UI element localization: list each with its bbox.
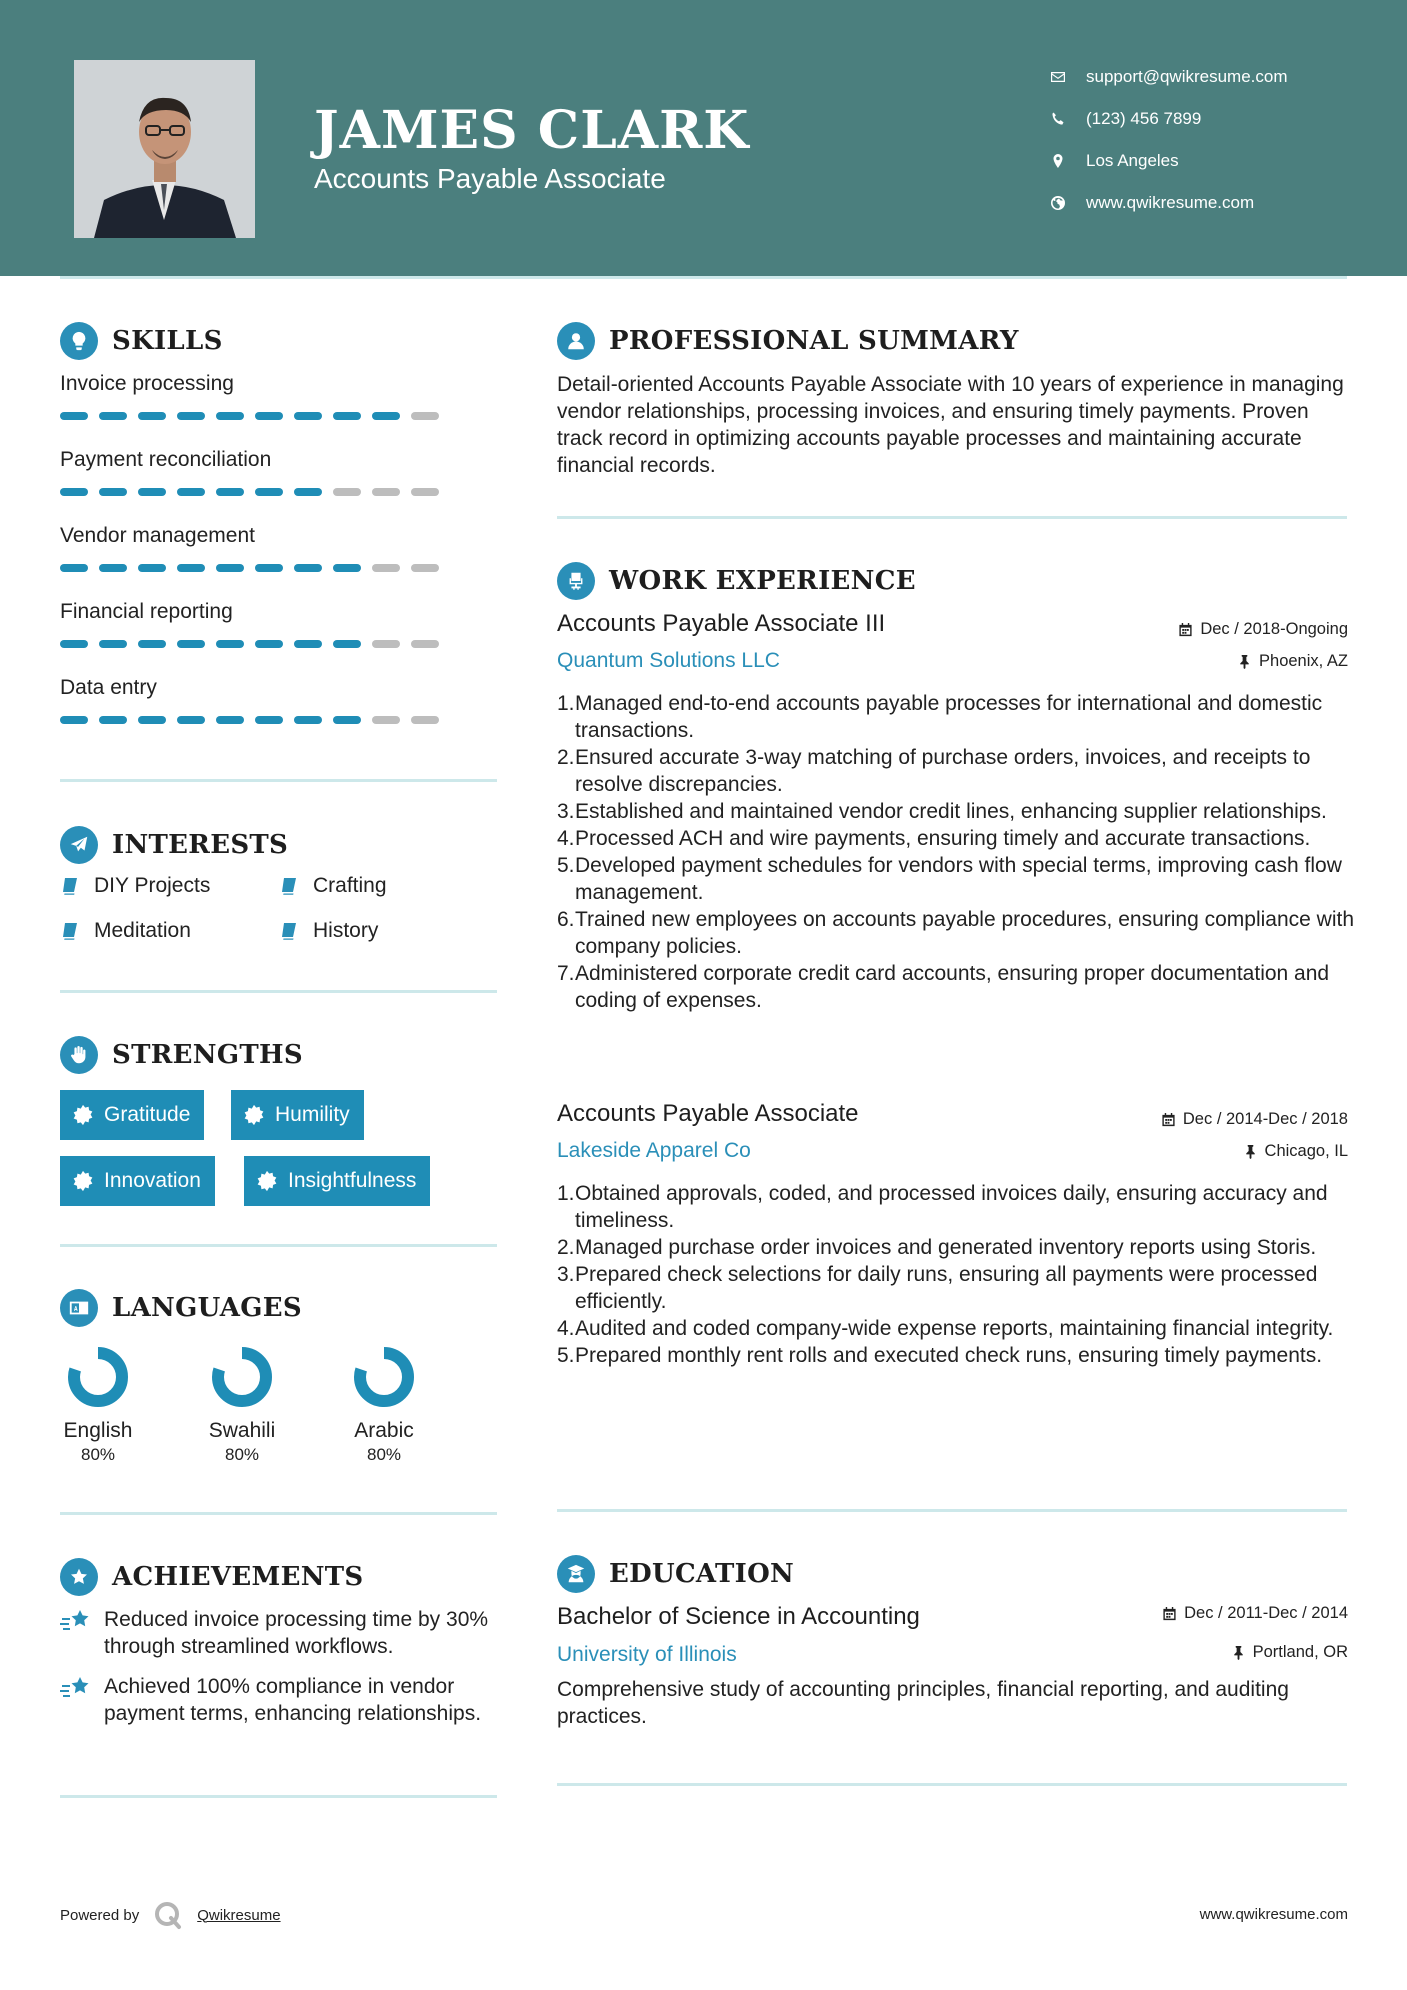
skill-dot-filled [99, 564, 127, 572]
candidate-name: JAMES CLARK [314, 100, 750, 161]
language-item [182, 1345, 302, 1465]
job-bullet: 2. Ensured accurate 3-way matching of purchase orders, invoices, and receipts to resolve discrepancies. [557, 746, 1311, 796]
contact-email[interactable] [1050, 56, 1390, 98]
candidate-title: Accounts Payable Associate [314, 163, 666, 194]
skill-dot-empty [372, 488, 400, 496]
summary-heading: PROFESSIONAL SUMMARY [557, 322, 1019, 360]
job-role: Accounts Payable Associate [557, 1100, 859, 1127]
skill-dot-filled [60, 488, 88, 496]
contact-list [1050, 56, 1390, 224]
job-bullet: 1. Managed end-to-end accounts payable processes for international and domestic transactions. [557, 692, 1323, 742]
skill-dot-filled [60, 564, 88, 572]
book-icon [60, 921, 80, 941]
badge-icon [72, 1170, 94, 1192]
skill-dot-filled [255, 412, 283, 420]
user-icon [557, 322, 595, 360]
skill-dot-filled [60, 716, 88, 724]
book-icon [279, 921, 299, 941]
section-divider [60, 1795, 497, 1798]
job-dates: Dec / 2014-Dec / 2018 [1161, 1110, 1348, 1129]
book-icon [60, 876, 80, 896]
education-description: Comprehensive study of accounting principles, financial reporting, and auditing practices. [557, 1678, 1289, 1728]
language-item [38, 1345, 158, 1465]
person-portrait-icon [74, 60, 255, 238]
resume-header [0, 0, 1407, 276]
job-bullet: 7. Administered corporate credit card accounts, ensuring proper documentation and coding of expenses. [557, 962, 1330, 1012]
skill-dot-filled [60, 412, 88, 420]
skill-dot-filled [255, 488, 283, 496]
skill-dot-filled [177, 488, 205, 496]
job-bullet: 4. Processed ACH and wire payments, ensuring timely and accurate transactions. [557, 827, 1311, 850]
envelope-icon [1050, 69, 1086, 85]
language-item [324, 1345, 444, 1465]
job-role: Accounts Payable Associate III [557, 610, 886, 637]
skill-dot-filled [216, 564, 244, 572]
calendar-icon [1161, 1112, 1176, 1127]
calendar-icon [1162, 1606, 1177, 1621]
contact-text: support@qwikresume.com [1086, 67, 1288, 86]
language-name: English [63, 1419, 133, 1442]
skill-item [60, 676, 460, 700]
skill-dot-filled [294, 640, 322, 648]
achievements-heading: ACHIEVEMENTS [60, 1558, 364, 1596]
section-divider [557, 1783, 1347, 1786]
contact-text: Los Angeles [1086, 151, 1179, 170]
language-name: Arabic [354, 1419, 414, 1442]
raised-hand-icon [60, 1036, 98, 1074]
strength-tag: Gratitude [60, 1090, 204, 1140]
job-bullet: 5. Developed payment schedules for vendors with special terms, improving cash flow management. [557, 854, 1342, 904]
strength-tag: Innovation [60, 1156, 215, 1206]
experience-heading: WORK EXPERIENCE [557, 562, 916, 600]
badge-icon [256, 1170, 278, 1192]
skill-dot-empty [411, 716, 439, 724]
location-pin-icon [1050, 153, 1086, 169]
skill-dot-filled [177, 564, 205, 572]
skill-dot-empty [411, 412, 439, 420]
brand-link[interactable]: Qwikresume [197, 1906, 281, 1924]
language-proficiency-ring [66, 1345, 130, 1409]
interest-item: Meditation [60, 919, 191, 943]
skill-name: Payment reconciliation [60, 448, 272, 471]
job-bullet: 5. Prepared monthly rent rolls and executed check runs, ensuring timely payments. [557, 1344, 1323, 1367]
skill-name: Vendor management [60, 524, 255, 547]
interest-item: DIY Projects [60, 874, 210, 898]
phone-icon [1050, 111, 1086, 127]
achievement-text: Achieved 100% compliance in vendor payment terms, enhancing relationships. [104, 1675, 482, 1725]
skill-item [60, 448, 460, 472]
skill-dot-filled [177, 412, 205, 420]
skill-dot-filled [138, 564, 166, 572]
skill-dot-filled [333, 716, 361, 724]
interest-item: Crafting [279, 874, 387, 898]
skill-dot-empty [411, 564, 439, 572]
skill-level-bar [60, 716, 439, 724]
skill-dot-filled [60, 640, 88, 648]
skill-level-bar [60, 564, 439, 572]
skill-dot-filled [372, 412, 400, 420]
job-bullet: 3. Established and maintained vendor credit lines, enhancing supplier relationships. [557, 800, 1327, 823]
skill-level-bar [60, 412, 439, 420]
profile-photo [74, 60, 255, 238]
skill-name: Financial reporting [60, 600, 233, 623]
skill-name: Data entry [60, 676, 157, 699]
job-location: Phoenix, AZ [1237, 652, 1348, 671]
education-location: Portland, OR [1231, 1643, 1348, 1662]
skill-dot-empty [411, 488, 439, 496]
qwikresume-logo-icon [153, 1900, 183, 1930]
book-icon [279, 876, 299, 896]
paper-plane-icon [60, 826, 98, 864]
languages-heading: LANGUAGES [60, 1289, 302, 1327]
header-divider [60, 276, 1347, 279]
job-bullets [557, 1180, 1357, 1369]
footer-website[interactable]: www.qwikresume.com [1199, 1906, 1348, 1923]
skill-level-bar [60, 488, 439, 496]
job-bullet: 6. Trained new employees on accounts payable procedures, ensuring compliance with company policies. [557, 908, 1354, 958]
contact-location [1050, 140, 1390, 182]
skill-dot-filled [99, 488, 127, 496]
globe-icon [1050, 195, 1086, 211]
skill-dot-filled [177, 640, 205, 648]
section-divider [60, 779, 497, 782]
footer-powered-by: Powered by Qwikresume [60, 1900, 281, 1930]
achievement-item [60, 1606, 500, 1660]
language-percent: 80% [80, 1445, 116, 1464]
skill-dot-filled [216, 412, 244, 420]
pushpin-icon [1231, 1645, 1246, 1660]
translate-icon [60, 1289, 98, 1327]
skill-dot-empty [372, 564, 400, 572]
interest-item: History [279, 919, 378, 943]
skill-item [60, 524, 460, 548]
skill-dot-filled [333, 412, 361, 420]
skill-dot-filled [138, 412, 166, 420]
strength-tag: Humility [231, 1090, 364, 1140]
skill-dot-filled [294, 412, 322, 420]
education-dates: Dec / 2011-Dec / 2014 [1162, 1604, 1348, 1623]
skill-dot-filled [138, 716, 166, 724]
contact-text: (123) 456 7899 [1086, 109, 1202, 128]
shooting-star-icon [60, 1608, 92, 1636]
skill-dot-filled [294, 564, 322, 572]
job-bullet: 1. Obtained approvals, coded, and processed invoices daily, ensuring accuracy and timeliness. [557, 1182, 1328, 1232]
language-percent: 80% [224, 1445, 260, 1464]
achievement-text: Reduced invoice processing time by 30% through streamlined workflows. [104, 1608, 489, 1658]
section-divider [557, 1509, 1347, 1512]
job-bullet: 2. Managed purchase order invoices and generated inventory reports using Storis. [557, 1236, 1317, 1259]
skill-dot-filled [255, 640, 283, 648]
section-divider [60, 1512, 497, 1515]
achievement-item [60, 1673, 500, 1727]
contact-text: www.qwikresume.com [1086, 193, 1255, 212]
job-company: Quantum Solutions LLC [557, 649, 780, 672]
summary-text: Detail-oriented Accounts Payable Associate with 10 years of experience in managing vendor relationships, processing invoices, and ensuring timely payments. Proven track record in optimizing accounts payable processes and maintaining accurate financial records. [557, 373, 1344, 477]
job-location: Chicago, IL [1243, 1142, 1348, 1161]
calendar-icon [1178, 622, 1193, 637]
skill-dot-filled [255, 564, 283, 572]
skill-dot-empty [411, 640, 439, 648]
star-badge-icon [60, 1558, 98, 1596]
education-heading: EDUCATION [557, 1555, 794, 1593]
skill-dot-empty [372, 716, 400, 724]
job-bullets [557, 690, 1357, 1014]
interests-heading: INTERESTS [60, 826, 288, 864]
skill-dot-filled [216, 716, 244, 724]
education-school: University of Illinois [557, 1643, 737, 1666]
skill-dot-filled [99, 412, 127, 420]
section-divider [557, 516, 1347, 519]
skill-dot-filled [99, 640, 127, 648]
skill-dot-filled [216, 488, 244, 496]
language-proficiency-ring [210, 1345, 274, 1409]
skill-dot-filled [333, 640, 361, 648]
lightbulb-icon [60, 322, 98, 360]
pushpin-icon [1237, 654, 1252, 669]
badge-icon [72, 1104, 94, 1126]
skill-dot-filled [99, 716, 127, 724]
job-bullet: 4. Audited and coded company-wide expense reports, maintaining financial integrity. [557, 1317, 1334, 1340]
skill-dot-filled [138, 488, 166, 496]
strengths-heading: STRENGTHS [60, 1036, 303, 1074]
skill-dot-filled [177, 716, 205, 724]
skill-dot-filled [333, 564, 361, 572]
skill-item [60, 600, 460, 624]
language-percent: 80% [366, 1445, 402, 1464]
skill-name: Invoice processing [60, 372, 234, 395]
skill-dot-empty [372, 640, 400, 648]
job-company: Lakeside Apparel Co [557, 1139, 751, 1162]
skill-level-bar [60, 640, 439, 648]
skill-item [60, 372, 460, 396]
job-dates: Dec / 2018-Ongoing [1178, 620, 1348, 639]
skill-dot-filled [294, 716, 322, 724]
graduate-icon [557, 1555, 595, 1593]
contact-website[interactable] [1050, 182, 1390, 224]
skill-dot-empty [333, 488, 361, 496]
skill-dot-filled [294, 488, 322, 496]
strength-tag: Insightfulness [244, 1156, 430, 1206]
skill-dot-filled [255, 716, 283, 724]
section-divider [60, 990, 497, 993]
skill-dot-filled [216, 640, 244, 648]
language-proficiency-ring [352, 1345, 416, 1409]
language-name: Swahili [208, 1419, 276, 1442]
badge-icon [243, 1104, 265, 1126]
contact-phone[interactable] [1050, 98, 1390, 140]
pushpin-icon [1243, 1144, 1258, 1159]
office-chair-icon [557, 562, 595, 600]
section-divider [60, 1244, 497, 1247]
skill-dot-filled [138, 640, 166, 648]
shooting-star-icon [60, 1675, 92, 1703]
education-degree: Bachelor of Science in Accounting [557, 1603, 920, 1630]
skills-heading: SKILLS [60, 322, 223, 360]
job-bullet: 3. Prepared check selections for daily runs, ensuring all payments were processed efficiently. [557, 1263, 1318, 1313]
